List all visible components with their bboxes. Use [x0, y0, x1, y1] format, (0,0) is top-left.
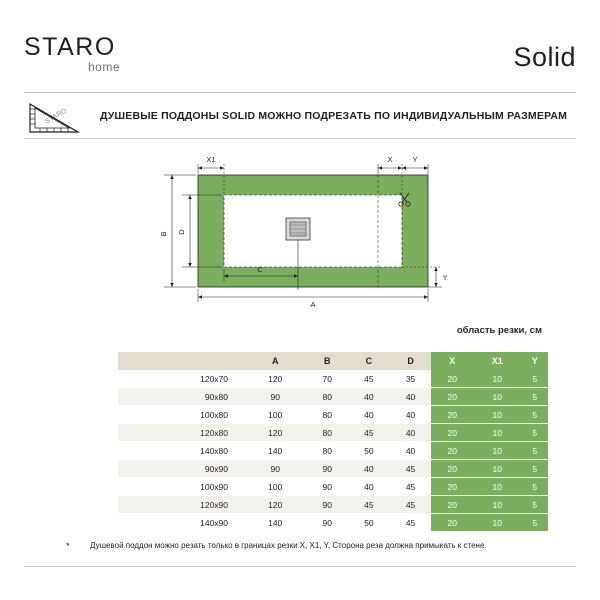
cell-a: 120: [244, 496, 306, 514]
page-title: Solid: [513, 42, 576, 72]
cell-a: 120: [244, 424, 306, 442]
table-row: [118, 388, 548, 406]
cell-b: 70: [306, 370, 348, 388]
table-row: [118, 406, 548, 424]
cell-y: 5: [522, 370, 549, 388]
ruler-triangle-icon: [26, 100, 84, 136]
cell-y: 5: [522, 514, 549, 532]
cell-x1: 10: [473, 424, 521, 442]
page-header: [24, 34, 576, 90]
svg-text:X: X: [387, 155, 393, 164]
svg-text:X1: X1: [206, 155, 216, 164]
cell-c: 50: [348, 514, 390, 532]
col-header-c: C: [348, 352, 390, 370]
cell-x1: 10: [473, 478, 521, 496]
cell-c: 45: [348, 424, 390, 442]
col-header-x1: X1: [473, 352, 521, 370]
logo-subtext: home: [87, 60, 120, 74]
cut-area-label: область резки, см: [456, 325, 542, 336]
cell-c: 50: [348, 442, 390, 460]
footer-divider: [24, 566, 576, 567]
cell-x: 20: [431, 496, 473, 514]
cell-d: 35: [390, 370, 432, 388]
cell-c: 45: [348, 370, 390, 388]
cell-d: 45: [390, 478, 432, 496]
cell-model: 90x80: [118, 388, 244, 406]
header-divider: [24, 92, 576, 93]
cell-x: 20: [431, 370, 473, 388]
cell-c: 45: [348, 496, 390, 514]
cell-x: 20: [431, 478, 473, 496]
table-row: [118, 478, 548, 496]
cell-b: 90: [306, 478, 348, 496]
svg-text:A: A: [310, 300, 316, 309]
cell-b: 80: [306, 388, 348, 406]
cell-d: 45: [390, 496, 432, 514]
cell-x: 20: [431, 514, 473, 532]
cell-x1: 10: [473, 460, 521, 478]
cell-d: 40: [390, 442, 432, 460]
cell-x1: 10: [473, 406, 521, 424]
cell-model: 120x70: [118, 370, 244, 388]
cell-model: 120x90: [118, 496, 244, 514]
cell-y: 5: [522, 424, 549, 442]
cell-model: 140x90: [118, 514, 244, 532]
cell-c: 40: [348, 406, 390, 424]
cell-y: 5: [522, 478, 549, 496]
cell-b: 80: [306, 442, 348, 460]
col-header-x: X: [431, 352, 473, 370]
cell-d: 40: [390, 424, 432, 442]
cell-c: 40: [348, 478, 390, 496]
cell-y: 5: [522, 388, 549, 406]
table-row: [118, 496, 548, 514]
table-row: [118, 460, 548, 478]
col-header-y: Y: [522, 352, 549, 370]
cell-x1: 10: [473, 442, 521, 460]
cell-y: 5: [522, 406, 549, 424]
svg-text:B: B: [159, 231, 168, 237]
table-row: [118, 424, 548, 442]
table-row: [118, 370, 548, 388]
cell-b: 80: [306, 424, 348, 442]
cell-x1: 10: [473, 514, 521, 532]
cell-y: 5: [522, 442, 549, 460]
cell-y: 5: [522, 460, 549, 478]
cell-a: 90: [244, 460, 306, 478]
cell-a: 100: [244, 478, 306, 496]
footnote-text: Душевой поддон можно резать только в границах резки X, X1, Y. Сторона реза должна примыкать к стене.: [90, 541, 487, 550]
cell-model: 140x80: [118, 442, 244, 460]
drain-grate-icon: [286, 218, 310, 240]
logo-wordmark: STARO: [24, 33, 116, 61]
svg-text:D: D: [177, 229, 186, 235]
cell-x1: 10: [473, 496, 521, 514]
cell-a: 120: [244, 370, 306, 388]
cell-model: 100x90: [118, 478, 244, 496]
cell-a: 90: [244, 388, 306, 406]
cell-b: 80: [306, 406, 348, 424]
cell-x: 20: [431, 460, 473, 478]
subtitle-row: [24, 100, 576, 136]
col-header-d: D: [390, 352, 432, 370]
cell-c: 40: [348, 388, 390, 406]
tray-diagram: [150, 150, 480, 320]
footnote-marker: *: [66, 541, 70, 551]
cell-x: 20: [431, 406, 473, 424]
cell-d: 40: [390, 388, 432, 406]
brand-logo: [24, 34, 224, 74]
table-row: [118, 442, 548, 460]
cell-model: 90x90: [118, 460, 244, 478]
svg-text:Y: Y: [442, 273, 448, 282]
cell-x: 20: [431, 424, 473, 442]
cell-b: 90: [306, 460, 348, 478]
cell-b: 90: [306, 496, 348, 514]
cell-y: 5: [522, 496, 549, 514]
cell-x1: 10: [473, 388, 521, 406]
cell-model: 120x80: [118, 424, 244, 442]
cell-x1: 10: [473, 370, 521, 388]
col-header-model: [118, 352, 244, 370]
svg-text:Y: Y: [412, 155, 418, 164]
svg-text:C: C: [257, 265, 263, 274]
cell-a: 140: [244, 514, 306, 532]
cell-x: 20: [431, 388, 473, 406]
cell-x: 20: [431, 442, 473, 460]
cell-d: 45: [390, 514, 432, 532]
subtitle-divider: [24, 138, 576, 139]
specs-table: [118, 352, 548, 532]
col-header-a: A: [244, 352, 306, 370]
cell-d: 40: [390, 406, 432, 424]
cell-model: 100x80: [118, 406, 244, 424]
table-row: [118, 514, 548, 532]
cell-c: 40: [348, 460, 390, 478]
cell-d: 45: [390, 460, 432, 478]
svg-text:STARO: STARO: [44, 107, 69, 126]
table-header-row: [118, 352, 548, 370]
col-header-b: B: [306, 352, 348, 370]
subtitle-text: ДУШЕВЫЕ ПОДДОНЫ SOLID МОЖНО ПОДРЕЗАТЬ ПО ИНДИВИДУАЛЬНЫМ РАЗМЕРАМ: [100, 110, 568, 122]
cell-a: 100: [244, 406, 306, 424]
cell-a: 140: [244, 442, 306, 460]
cell-b: 90: [306, 514, 348, 532]
